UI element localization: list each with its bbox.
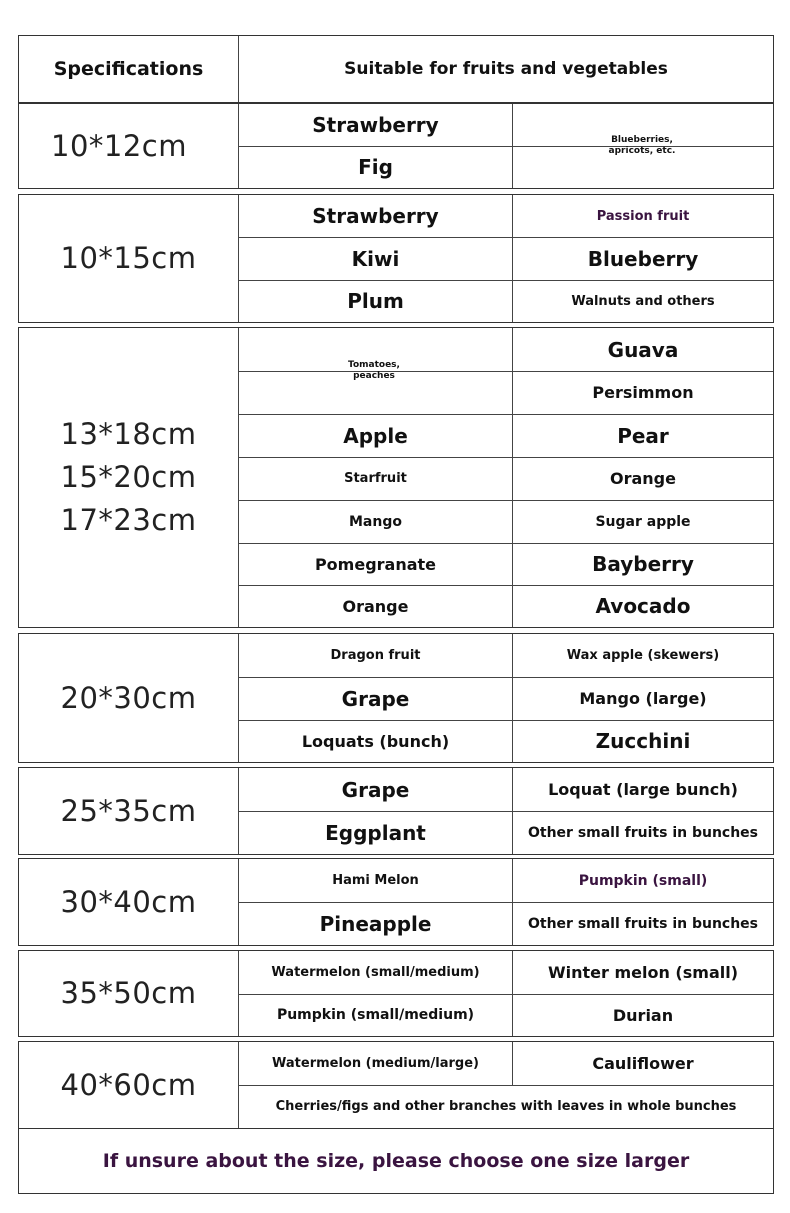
size-label: 10*12cm bbox=[51, 128, 187, 163]
fruit-cell: Sugar apple bbox=[595, 513, 691, 530]
size-row-40x60 bbox=[18, 1041, 774, 1129]
fruit-cell: Blueberries, apricots, etc. bbox=[608, 135, 676, 156]
size-row-25x35 bbox=[18, 767, 774, 855]
fruit-cell: Winter melon (small) bbox=[547, 963, 739, 982]
size-row-10x15 bbox=[18, 194, 774, 323]
fruit-cell: Persimmon bbox=[592, 383, 694, 402]
fruit-cell: Zucchini bbox=[595, 729, 691, 753]
fruit-cell: Pumpkin (small/medium) bbox=[276, 1007, 475, 1023]
fruit-cell: Tomatoes, peaches bbox=[348, 360, 400, 381]
fruit-cell: Loquats (bunch) bbox=[301, 731, 450, 751]
fruit-cell: Durian bbox=[612, 1005, 674, 1025]
fruit-cell: Dragon fruit bbox=[330, 648, 421, 663]
size-label: 17*23cm bbox=[60, 503, 197, 537]
fruit-cell: Watermelon (medium/large) bbox=[272, 1056, 479, 1071]
size-advice-note: If unsure about the size, please choose one size larger bbox=[102, 1150, 690, 1172]
fruit-cell: Hami Melon bbox=[332, 873, 419, 888]
fruit-cell: Pineapple bbox=[319, 911, 432, 936]
fruit-cell: Pear bbox=[617, 423, 669, 448]
fruit-cell: Pomegranate bbox=[314, 554, 437, 574]
fruit-cell: Orange bbox=[342, 596, 409, 616]
fruit-cell: Walnuts and others bbox=[571, 293, 715, 309]
fruit-cell: Loquat (large bunch) bbox=[548, 780, 738, 799]
footer-note-row bbox=[18, 1128, 774, 1194]
size-row-13x18 bbox=[18, 327, 774, 628]
fruit-cell: Cauliflower bbox=[592, 1054, 694, 1073]
header-row bbox=[18, 35, 774, 103]
fruit-cell: Strawberry bbox=[312, 204, 439, 228]
size-label: 40*60cm bbox=[60, 1067, 197, 1102]
fruit-cell: Bayberry bbox=[592, 552, 694, 576]
header-specifications: Specifications bbox=[53, 58, 204, 80]
fruit-cell: Watermelon (small/medium) bbox=[271, 965, 480, 980]
size-row-30x40 bbox=[18, 858, 774, 946]
fruit-cell: Orange bbox=[610, 469, 676, 488]
size-label: 15*20cm bbox=[60, 460, 197, 494]
fruit-cell: Mango bbox=[349, 513, 402, 530]
size-row-35x50 bbox=[18, 950, 774, 1037]
fruit-cell: Cherries/figs and other branches with leaves in whole bunches bbox=[275, 1099, 737, 1114]
fruit-cell: Blueberry bbox=[587, 246, 699, 271]
fruit-cell: Starfruit bbox=[344, 471, 407, 486]
size-row-20x30 bbox=[18, 633, 774, 763]
size-label: 25*35cm bbox=[60, 793, 197, 828]
header-suitable: Suitable for fruits and vegetables bbox=[344, 59, 668, 79]
fruit-cell: Wax apple (skewers) bbox=[566, 648, 720, 663]
size-label: 30*40cm bbox=[60, 884, 197, 919]
size-label-group bbox=[19, 328, 238, 627]
fruit-cell: Plum bbox=[347, 289, 404, 313]
fruit-cell: Strawberry bbox=[312, 113, 439, 137]
fruit-cell: Other small fruits in bunches bbox=[527, 824, 759, 841]
fruit-cell: Mango (large) bbox=[579, 689, 707, 708]
fruit-cell: Other small fruits in bunches bbox=[527, 915, 759, 932]
fruit-cell: Grape bbox=[341, 686, 410, 711]
fruit-cell: Passion fruit bbox=[596, 208, 690, 224]
size-label: 20*30cm bbox=[60, 680, 197, 715]
size-row-10x12 bbox=[18, 103, 774, 189]
fruit-cell: Eggplant bbox=[325, 820, 426, 845]
size-label: 35*50cm bbox=[60, 976, 197, 1010]
size-label: 13*18cm bbox=[60, 417, 197, 451]
fruit-cell: Apple bbox=[343, 423, 408, 448]
fruit-cell: Guava bbox=[607, 337, 679, 362]
fruit-cell: Fig bbox=[358, 155, 393, 179]
fruit-cell: Avocado bbox=[595, 594, 691, 618]
size-label: 10*15cm bbox=[60, 241, 197, 275]
fruit-cell: Grape bbox=[341, 777, 410, 802]
fruit-cell: Pumpkin (small) bbox=[578, 872, 708, 889]
fruit-cell: Kiwi bbox=[351, 246, 400, 271]
